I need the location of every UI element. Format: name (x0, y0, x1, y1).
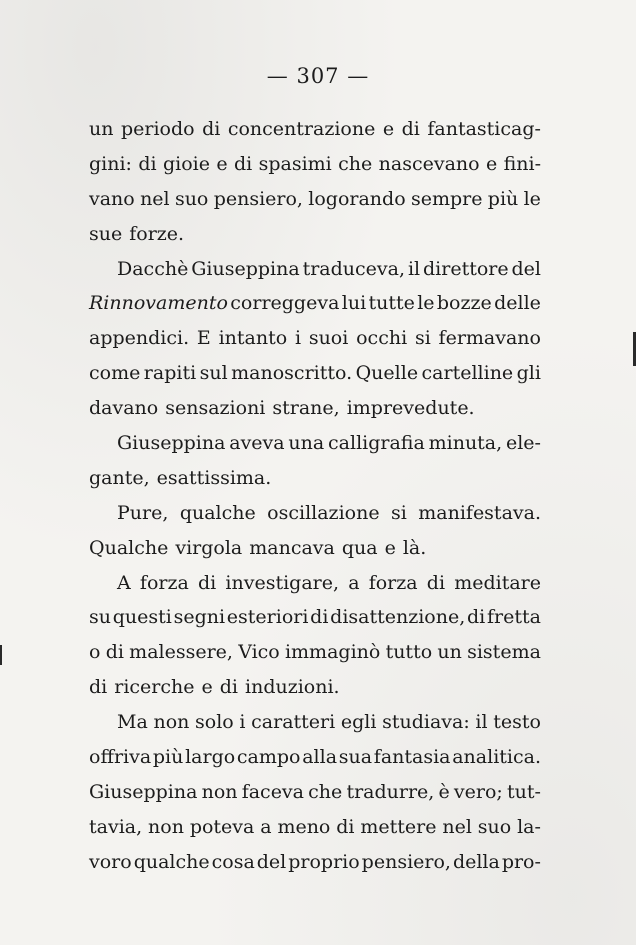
word: testo (493, 711, 541, 734)
scan-edge-mark (0, 645, 2, 665)
word: a (260, 815, 272, 838)
text-line (89, 252, 541, 287)
word: esteriori (226, 606, 309, 629)
word: più (152, 746, 184, 769)
text-line (89, 461, 541, 496)
word: sempre (410, 187, 483, 210)
word: fantasia (373, 746, 451, 769)
word: studiava: (382, 711, 470, 734)
word: vero; (453, 780, 503, 803)
text-line (89, 356, 541, 391)
word: Pure, (117, 501, 169, 524)
word: spasimi (258, 152, 332, 175)
word: fretta (487, 606, 541, 629)
word: traduceva, (302, 257, 406, 280)
word: suo (174, 187, 209, 210)
text-line (89, 321, 541, 356)
word: un (437, 641, 462, 664)
word: qua (341, 536, 378, 559)
word: minuta, (428, 432, 503, 455)
word: forze. (129, 222, 185, 245)
word: analitica. (452, 746, 541, 769)
word: di (310, 606, 329, 629)
word: Giuseppina (117, 432, 226, 455)
text-line (89, 566, 541, 601)
word: come (89, 362, 141, 385)
word: manoscritto. (231, 362, 353, 385)
word: mancava (249, 536, 335, 559)
word: Rinnovamento (89, 292, 228, 315)
text-line (89, 531, 541, 566)
word: virgola (175, 536, 243, 559)
word: suoi (308, 327, 349, 350)
word: ricerche (114, 676, 195, 699)
text-line (89, 845, 541, 880)
word: che (338, 152, 373, 175)
text-line (89, 600, 541, 635)
word: questi (112, 606, 172, 629)
word: di (105, 641, 124, 664)
word: le (417, 292, 435, 315)
word: del (256, 850, 287, 873)
word: meno (277, 815, 331, 838)
text-line (89, 426, 541, 461)
word: Qualche (89, 536, 169, 559)
word: tavia, (89, 815, 143, 838)
word: appendici. (89, 327, 190, 350)
word: tutto (385, 641, 433, 664)
word: di (202, 118, 221, 140)
word: lui (341, 292, 367, 315)
word: egli (340, 711, 377, 734)
word: sensazioni (165, 397, 266, 420)
word: le (523, 187, 541, 210)
word: imprevedute. (346, 397, 475, 420)
text-line (89, 391, 541, 426)
page-number: — 307 — (266, 64, 370, 88)
word: qualche (133, 850, 210, 873)
text-line (89, 112, 541, 147)
word: direttore (423, 257, 509, 280)
word: ele- (505, 432, 541, 455)
word: bozze (436, 292, 492, 315)
word: periodo (120, 118, 195, 140)
word: sua (338, 746, 373, 769)
text-line (89, 182, 541, 217)
word: a (348, 571, 360, 594)
word: occhi (356, 327, 408, 350)
word: delle (494, 292, 541, 315)
text-line (89, 147, 541, 182)
word: della (452, 850, 500, 873)
word: offriva (89, 746, 152, 769)
word: più (487, 187, 519, 210)
word: di (89, 676, 108, 699)
text-line (89, 217, 541, 252)
word: Vico (238, 641, 280, 664)
word: nel (442, 815, 472, 838)
word: di (426, 571, 446, 594)
word: su (89, 606, 111, 629)
word: esattissima. (156, 466, 272, 489)
word: del (511, 257, 541, 280)
word: nel (140, 187, 170, 210)
word: caratteri (251, 711, 336, 734)
text-line (89, 775, 541, 810)
word: cosa (211, 850, 255, 873)
word: alla (302, 746, 338, 769)
word: un (89, 118, 114, 140)
word: logorando (308, 187, 406, 210)
text-line (89, 286, 541, 321)
word: che (308, 780, 343, 803)
word: aveva (229, 432, 285, 455)
word: là. (402, 536, 427, 559)
word: è (438, 780, 450, 803)
word: fini- (503, 152, 541, 175)
word: sul (199, 362, 228, 385)
word: fermavano (438, 327, 541, 350)
word: solo (195, 711, 234, 734)
word: malessere, (129, 641, 233, 664)
word: davano (89, 397, 159, 420)
word: gante, (89, 466, 150, 489)
word: non (148, 815, 184, 838)
word: manifestava. (418, 501, 541, 524)
text-line (89, 705, 541, 740)
word: di (138, 152, 157, 175)
word: intanto (218, 327, 288, 350)
word: suo (477, 815, 512, 838)
word: sue (89, 222, 123, 245)
word: i (239, 711, 246, 734)
word: segni (173, 606, 226, 629)
word: A (117, 571, 131, 594)
word: faceva (241, 780, 304, 803)
word: di (336, 815, 355, 838)
text-line (89, 810, 541, 845)
word: forza (368, 571, 418, 594)
body-text (89, 112, 541, 880)
word: calligrafia (328, 432, 425, 455)
text-line (89, 635, 541, 670)
word: voro (89, 850, 132, 873)
word: fantasticag- (427, 118, 541, 140)
word: pro- (501, 850, 541, 873)
word: largo (185, 746, 236, 769)
word: si (414, 327, 431, 350)
word: gli (516, 362, 541, 385)
text-line (89, 740, 541, 775)
word: e (382, 118, 395, 140)
word: tutte (368, 292, 415, 315)
word: tut- (506, 780, 541, 803)
word: gioie (162, 152, 210, 175)
word: Giuseppina (89, 780, 198, 803)
word: rapiti (143, 362, 197, 385)
word: non (153, 711, 190, 734)
word: e (384, 536, 396, 559)
word: concentrazione (227, 118, 376, 140)
word: la- (517, 815, 541, 838)
word: e (201, 676, 213, 699)
word: di (401, 118, 420, 140)
word: di (467, 606, 486, 629)
word: e (485, 152, 498, 175)
word: di (197, 571, 217, 594)
text-line (89, 670, 541, 705)
word: disattenzione, (330, 606, 466, 629)
word: Giuseppina (191, 257, 300, 280)
word: tradurre, (346, 780, 435, 803)
word: Ma (117, 711, 148, 734)
word: meditare (454, 571, 541, 594)
word: pensiero, (361, 850, 451, 873)
word: correggeva (230, 292, 340, 315)
word: E (196, 327, 211, 350)
word: poteva (189, 815, 255, 838)
word: e (216, 152, 228, 175)
word: proprio (288, 850, 360, 873)
word: una (288, 432, 325, 455)
word: investigare, (225, 571, 340, 594)
word: Dacchè (117, 257, 189, 280)
word: non (201, 780, 238, 803)
word: vano (89, 187, 135, 210)
word: nascevano (378, 152, 480, 175)
word: induzioni. (245, 676, 340, 699)
word: i (294, 327, 302, 350)
word: il (407, 257, 421, 280)
word: oscillazione (267, 501, 380, 524)
word: di (233, 152, 253, 175)
word: si (391, 501, 407, 524)
word: il (475, 711, 488, 734)
word: di (219, 676, 238, 699)
word: qualche (179, 501, 256, 524)
word: mettere (360, 815, 437, 838)
word: Quelle (355, 362, 419, 385)
word: cartelline (421, 362, 514, 385)
word: pensiero, (213, 187, 303, 210)
text-line (89, 496, 541, 531)
word: campo (236, 746, 301, 769)
word: gini: (89, 152, 132, 175)
word: o (89, 641, 101, 664)
word: immaginò (284, 641, 381, 664)
word: sistema (467, 641, 541, 664)
word: strane, (272, 397, 340, 420)
word: forza (139, 571, 189, 594)
